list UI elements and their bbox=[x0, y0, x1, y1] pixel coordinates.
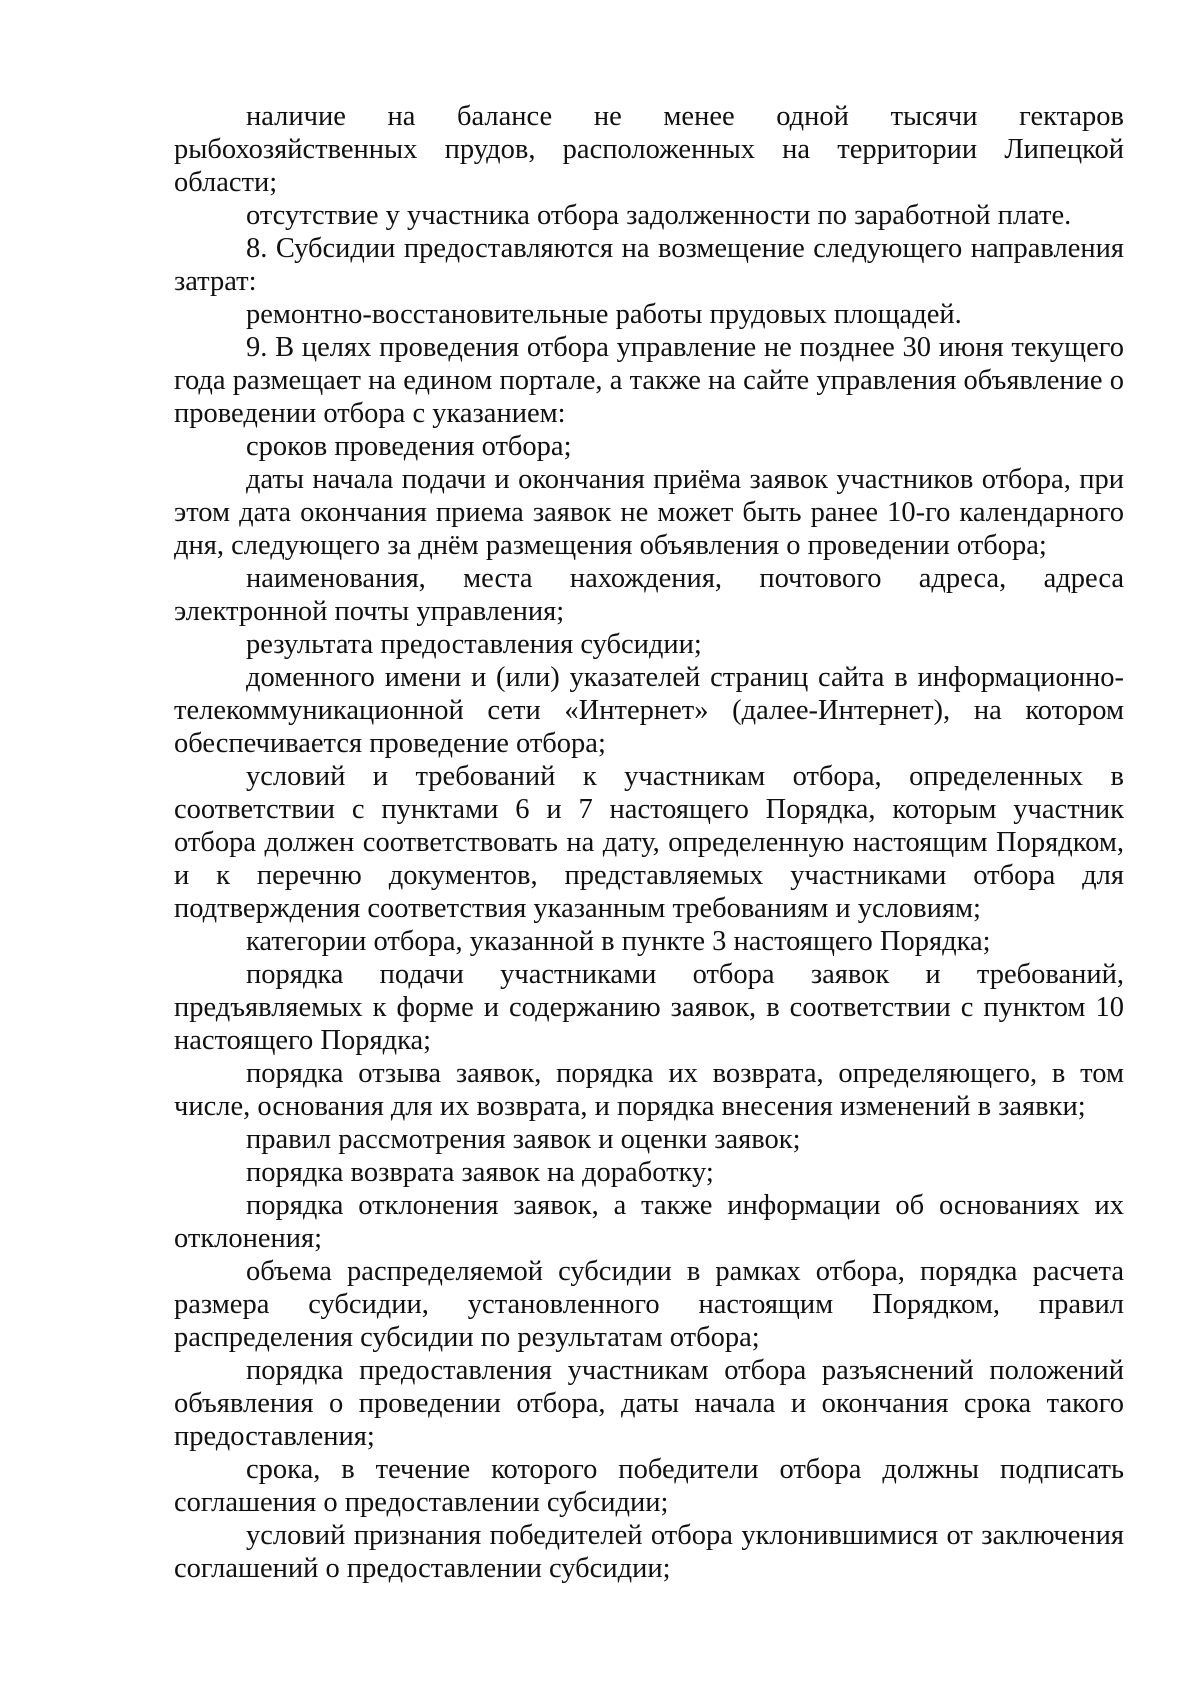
paragraph: 8. Субсидии предоставляются на возмещение следующего направления затрат: bbox=[174, 233, 1124, 297]
paragraph: порядка отзыва заявок, порядка их возврата, определяющего, в том числе, основания для их возврата, и порядка внесения изменений в заявки; bbox=[174, 1058, 1124, 1122]
paragraph: объема распределяемой субсидии в рамках отбора, порядка расчета размера субсидии, установленного настоящим Порядком, правил распределения субсидии по результатам отбора; bbox=[174, 1256, 1124, 1353]
paragraph: порядка возврата заявок на доработку; bbox=[246, 1157, 714, 1188]
document-body bbox=[174, 100, 1124, 1585]
paragraph: категории отбора, указанной в пункте 3 настоящего Порядка; bbox=[246, 926, 991, 957]
paragraph: порядка отклонения заявок, а также информации об основаниях их отклонения; bbox=[174, 1190, 1124, 1254]
paragraph: даты начала подачи и окончания приёма заявок участников отбора, при этом дата окончания приема заявок не может быть ранее 10-го календарного дня, следующего за днём размещения объявления о проведении отбора; bbox=[174, 464, 1124, 561]
paragraph: результата предоставления субсидии; bbox=[246, 629, 702, 660]
paragraph: 9. В целях проведения отбора управление не позднее 30 июня текущего года размещает на едином портале, а также на сайте управления объявление о проведении отбора с указанием: bbox=[174, 332, 1124, 429]
paragraph: наличие на балансе не менее одной тысячи гектаров рыбохозяйственных прудов, расположенных на территории Липецкой области; bbox=[174, 101, 1124, 198]
paragraph: сроков проведения отбора; bbox=[246, 431, 572, 462]
paragraph: порядка предоставления участникам отбора разъяснений положений объявления о проведении отбора, даты начала и окончания срока такого предоставления; bbox=[174, 1355, 1124, 1452]
paragraph: отсутствие у участника отбора задолженности по заработной плате. bbox=[246, 200, 1072, 231]
paragraph: условий и требований к участникам отбора, определенных в соответствии с пунктами 6 и 7 настоящего Порядка, которым участник отбора должен соответствовать на дату, определенную настоящим Порядком, и к перечню документов, представляемых участниками отбора для подтверждения соответствия указанным требованиям и условиям; bbox=[174, 761, 1124, 924]
paragraph: срока, в течение которого победители отбора должны подписать соглашения о предоставлении субсидии; bbox=[174, 1454, 1124, 1518]
paragraph: наименования, места нахождения, почтового адреса, адреса электронной почты управления; bbox=[174, 563, 1124, 627]
paragraph: условий признания победителей отбора уклонившимися от заключения соглашений о предоставлении субсидии; bbox=[174, 1520, 1124, 1584]
paragraph: правил рассмотрения заявок и оценки заявок; bbox=[246, 1124, 801, 1155]
paragraph: ремонтно-восстановительные работы прудовых площадей. bbox=[246, 299, 962, 330]
paragraph: порядка подачи участниками отбора заявок и требований, предъявляемых к форме и содержанию заявок, в соответствии с пунктом 10 настоящего Порядка; bbox=[174, 959, 1124, 1056]
paragraph: доменного имени и (или) указателей страниц сайта в информационно-телекоммуникационной сети «Интернет» (далее-Интернет), на котором обеспечивается проведение отбора; bbox=[174, 662, 1124, 759]
